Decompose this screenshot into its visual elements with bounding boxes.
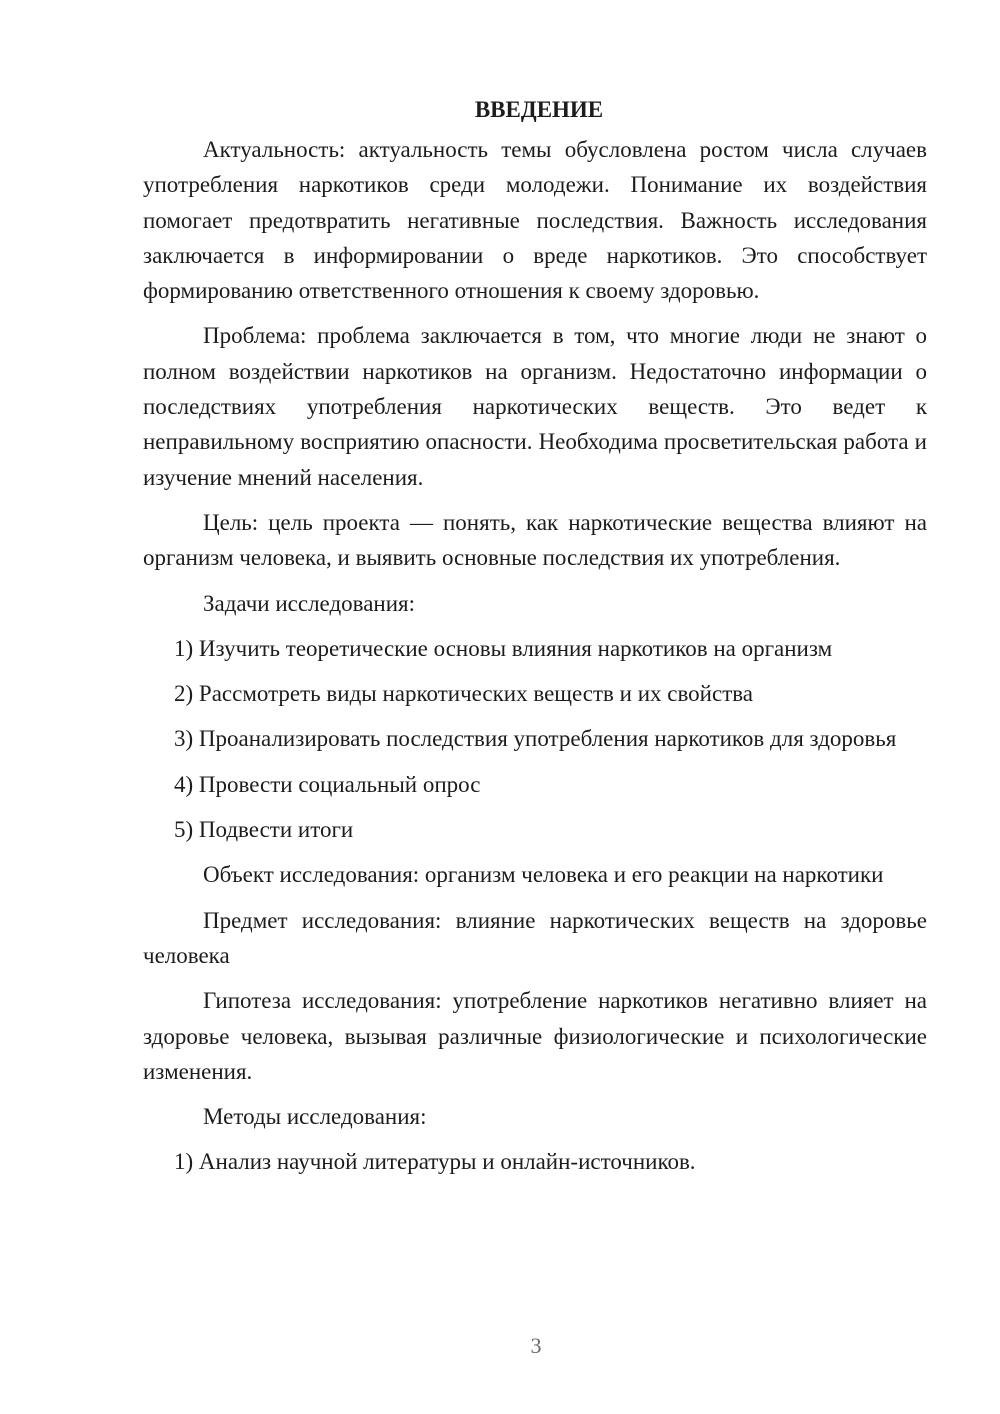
- task-item: 5) Подвести итоги: [174, 817, 354, 843]
- task-item: 1) Изучить теоретические основы влияния наркотиков на организм: [174, 635, 833, 661]
- subject-paragraph: Предмет исследования: влияние наркотических веществ на здоровье человека: [143, 907, 927, 968]
- problem-paragraph: Проблема: проблема заключается в том, что многие люди не знают о полном воздействии наркотиков на организм. Недостаточно информации о последствиях употребления наркотических веществ. Это ведет к неправильному восприятию опасности. Необходима просветительская работа и изучение мнений населения.: [143, 323, 927, 490]
- relevance-paragraph: Актуальность: актуальность темы обусловлена ростом числа случаев употребления наркотиков среди молодежи. Понимание их воздействия помогает предотвратить негативные последствия. Важность исследования заключается в информировании о вреде наркотиков. Это способствует формированию ответственного отношения к своему здоровью.: [143, 137, 927, 304]
- page-body: [143, 92, 927, 1190]
- task-item: 3) Проанализировать последствия употребления наркотиков для здоровья: [174, 726, 897, 752]
- methods-heading: Методы исследования:: [203, 1104, 427, 1130]
- goal-paragraph: Цель: цель проекта — понять, как наркотические вещества влияют на организм человека, и выявить основные последствия их употребления.: [143, 509, 927, 571]
- task-item: 4) Провести социальный опрос: [174, 771, 481, 797]
- page-number: 3: [530, 1333, 542, 1358]
- method-item: 1) Анализ научной литературы и онлайн-источников.: [174, 1149, 696, 1175]
- task-item: 2) Рассмотреть виды наркотических веществ и их свойства: [174, 681, 754, 707]
- object-paragraph: Объект исследования: организм человека и его реакции на наркотики: [203, 862, 884, 888]
- hypothesis-paragraph: Гипотеза исследования: употребление наркотиков негативно влияет на здоровье человека, вызывая различные физиологические и психологические изменения.: [143, 988, 927, 1084]
- section-title: ВВЕДЕНИЕ: [474, 97, 604, 122]
- tasks-heading: Задачи исследования:: [203, 590, 416, 616]
